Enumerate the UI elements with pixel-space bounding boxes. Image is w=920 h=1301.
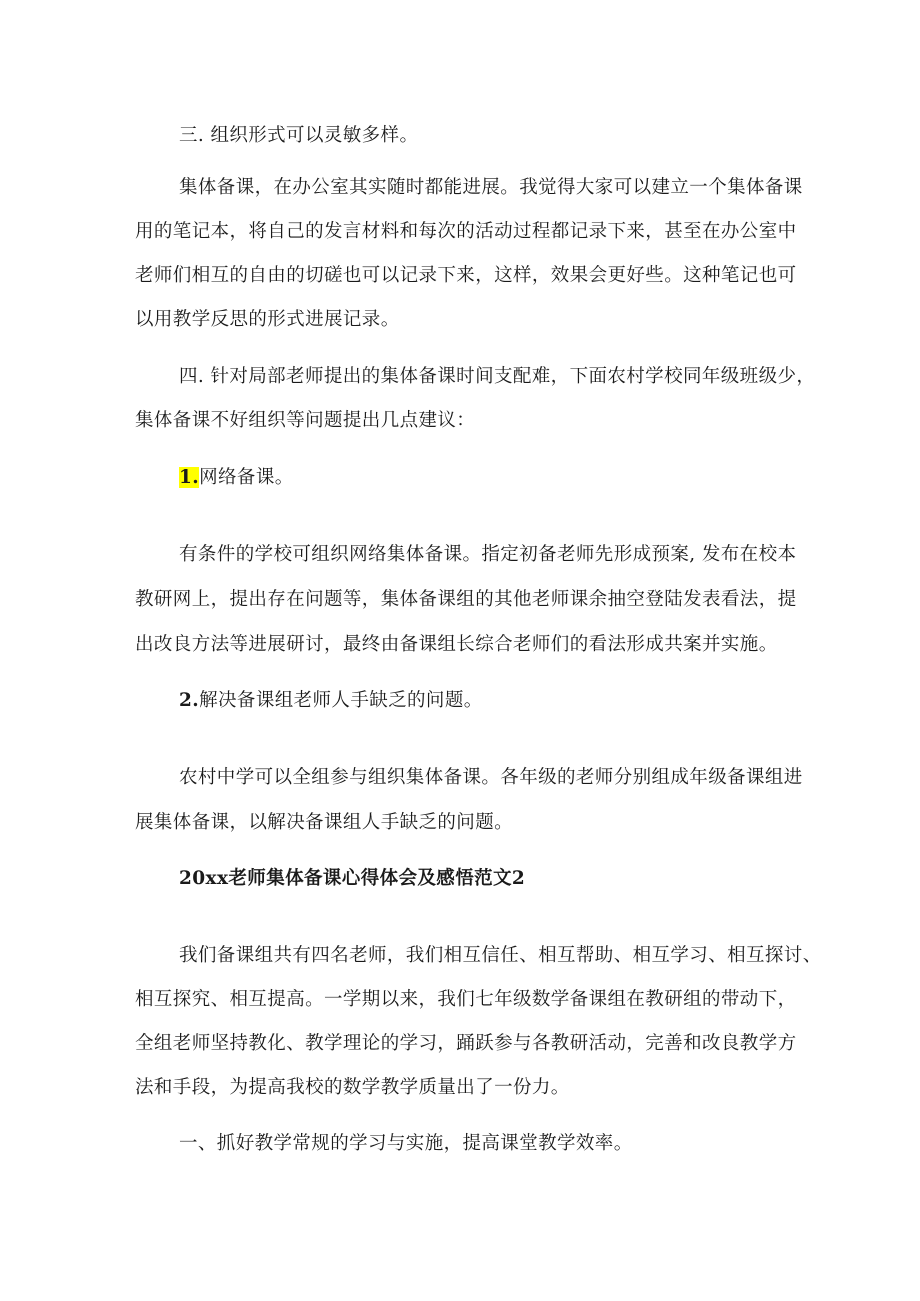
paragraph-line: 农村中学可以全组参与组织集体备课。各年级的老师分别组成年级备课组进 <box>179 767 803 788</box>
paragraph-line: 老师们相互的自由的切磋也可以记录下来，这样，效果会更好些。这种笔记也可 <box>135 265 797 286</box>
section-heading-4: 四. 针对局部老师提出的集体备课时间支配难，下面农村学校同年级班级少， <box>179 366 816 387</box>
paragraph-line: 用的笔记本，将自己的发言材料和每次的活动过程都记录下来，甚至在办公室中 <box>135 221 797 242</box>
paragraph-line: 集体备课，在办公室其实随时都能进展。我觉得大家可以建立一个集体备课 <box>179 177 803 198</box>
paragraph-line: 相互探究、相互提高。一学期以来，我们七年级数学备课组在教研组的带动下， <box>135 989 797 1010</box>
paragraph-line: 法和手段，为提高我校的数学教学质量出了一份力。 <box>135 1077 570 1098</box>
list-item-label: 解决备课组老师人手缺乏的问题。 <box>199 690 483 711</box>
paragraph-line: 有条件的学校可组织网络集体备课。指定初备老师先形成预案, 发布在校本 <box>179 544 797 565</box>
paragraph-line: 出改良方法等进展研讨，最终由备课组长综合老师们的看法形成共案并实施。 <box>135 634 778 655</box>
list-number-highlight: 1. <box>179 467 200 488</box>
list-item-2 <box>179 688 483 714</box>
paragraph-line: 展集体备课，以解决备课组人手缺乏的问题。 <box>135 812 514 833</box>
paragraph-line: 以用教学反思的形式进展记录。 <box>135 309 400 330</box>
list-number: 2. <box>179 690 200 711</box>
paragraph-line: 教研网上，提出存在问题等，集体备课组的其他老师课余抽空登陆发表看法，提 <box>135 589 797 610</box>
section-heading-1: 一、抓好教学常规的学习与实施，提高课堂教学效率。 <box>179 1133 633 1154</box>
paragraph-line: 我们备课组共有四名老师，我们相互信任、相互帮助、相互学习、相互探讨、 <box>179 945 822 966</box>
article-title: 20xx老师集体备课心得体会及感悟范文2 <box>179 868 526 889</box>
paragraph-line: 全组老师坚持教化、教学理论的学习，踊跃参与各教研活动，完善和改良教学方 <box>135 1033 797 1054</box>
paragraph-line: 集体备课不好组织等问题提出几点建议： <box>135 410 476 431</box>
list-item-1 <box>179 465 294 491</box>
section-heading-3: 三. 组织形式可以灵敏多样。 <box>179 125 419 146</box>
list-item-label: 网络备课。 <box>199 467 294 488</box>
